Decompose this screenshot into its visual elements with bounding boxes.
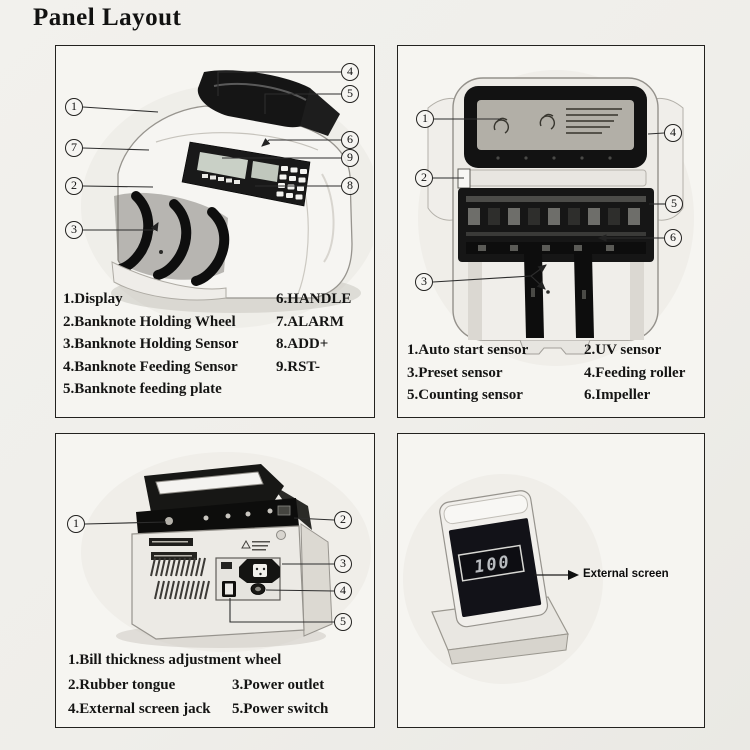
callout-front-8: 8 <box>341 177 359 195</box>
rubber-tongue <box>278 506 290 515</box>
legend-item: 2.Banknote Holding Wheel <box>63 313 236 330</box>
holding-sensor-dot <box>159 250 163 254</box>
callout-rear-4: 4 <box>664 124 682 142</box>
display-upright <box>438 489 549 628</box>
legend-item: 5.Banknote feeding plate <box>63 381 222 397</box>
legend-item: 2.UV sensor <box>584 342 662 358</box>
callout-rear-1: 1 <box>416 110 434 128</box>
callout-back-1: 1 <box>67 515 85 533</box>
callout-front-9: 9 <box>341 149 359 167</box>
external-screen-label: External screen <box>583 568 669 580</box>
legend-item: 3.Banknote Holding Sensor <box>63 336 239 352</box>
callout-rear-2: 2 <box>415 169 433 187</box>
legend-item: 3.Power outlet <box>232 677 325 693</box>
legend-item: 5.Counting sensor <box>407 387 523 403</box>
legend-item: 8.ADD+ <box>276 336 329 352</box>
callout-rear-6: 6 <box>664 229 682 247</box>
callout-back-5: 5 <box>334 613 352 631</box>
legend-item: 4.External screen jack <box>68 701 211 717</box>
callout-back-2: 2 <box>334 511 352 529</box>
legend-item: 4.Feeding roller <box>584 364 686 381</box>
page-title: Panel Layout <box>33 4 182 31</box>
legend-item: 9.RST- <box>276 358 321 375</box>
callout-front-2: 2 <box>65 177 83 195</box>
legend-item: 1.Display <box>63 291 123 307</box>
back-connections-panel <box>55 433 375 728</box>
back-legend-right <box>232 673 328 721</box>
hopper-plate <box>466 170 646 186</box>
legend-item: 3.Preset sensor <box>407 364 503 381</box>
callout-rear-5: 5 <box>665 195 683 213</box>
callout-front-1: 1 <box>65 98 83 116</box>
callout-front-4: 4 <box>341 63 359 81</box>
callout-rear-3: 3 <box>415 273 433 291</box>
callout-front-3: 3 <box>65 221 83 239</box>
legend-item: 7.ALARM <box>276 313 344 330</box>
callout-front-6: 6 <box>341 131 359 149</box>
feed-rollers <box>468 208 640 225</box>
back-legend-left <box>68 673 211 721</box>
callout-front-7: 7 <box>65 139 83 157</box>
instruction-plate <box>477 100 634 150</box>
callout-back-4: 4 <box>334 582 352 600</box>
front-legend-left <box>63 288 238 401</box>
rear-hopper-panel <box>397 45 705 418</box>
screen-digits: 100 <box>472 552 513 578</box>
external-screen-illustration <box>398 434 703 726</box>
thickness-wheel <box>165 517 173 525</box>
callout-front-5: 5 <box>341 85 359 103</box>
rear-legend-right <box>584 339 685 407</box>
front-view-panel <box>55 45 375 418</box>
rear-legend-left <box>407 339 528 407</box>
front-legend-right <box>276 288 351 378</box>
legend-item: 1.Auto start sensor <box>407 342 529 358</box>
legend-item: 6.Impeller <box>584 387 651 403</box>
legend-item: 6.HANDLE <box>276 291 352 307</box>
legend-item: 5.Power switch <box>232 701 329 717</box>
external-screen-panel <box>397 433 705 728</box>
external-screen-jack <box>221 562 232 569</box>
callout-back-3: 3 <box>334 555 352 573</box>
legend-item: 1.Bill thickness adjustment wheel <box>68 652 282 668</box>
legend-item: 2.Rubber tongue <box>68 677 176 693</box>
back-legend-title <box>68 648 281 672</box>
bill-counter-rear-machine <box>418 70 694 366</box>
external-display-device <box>403 474 603 684</box>
legend-item: 4.Banknote Feeding Sensor <box>63 358 238 375</box>
